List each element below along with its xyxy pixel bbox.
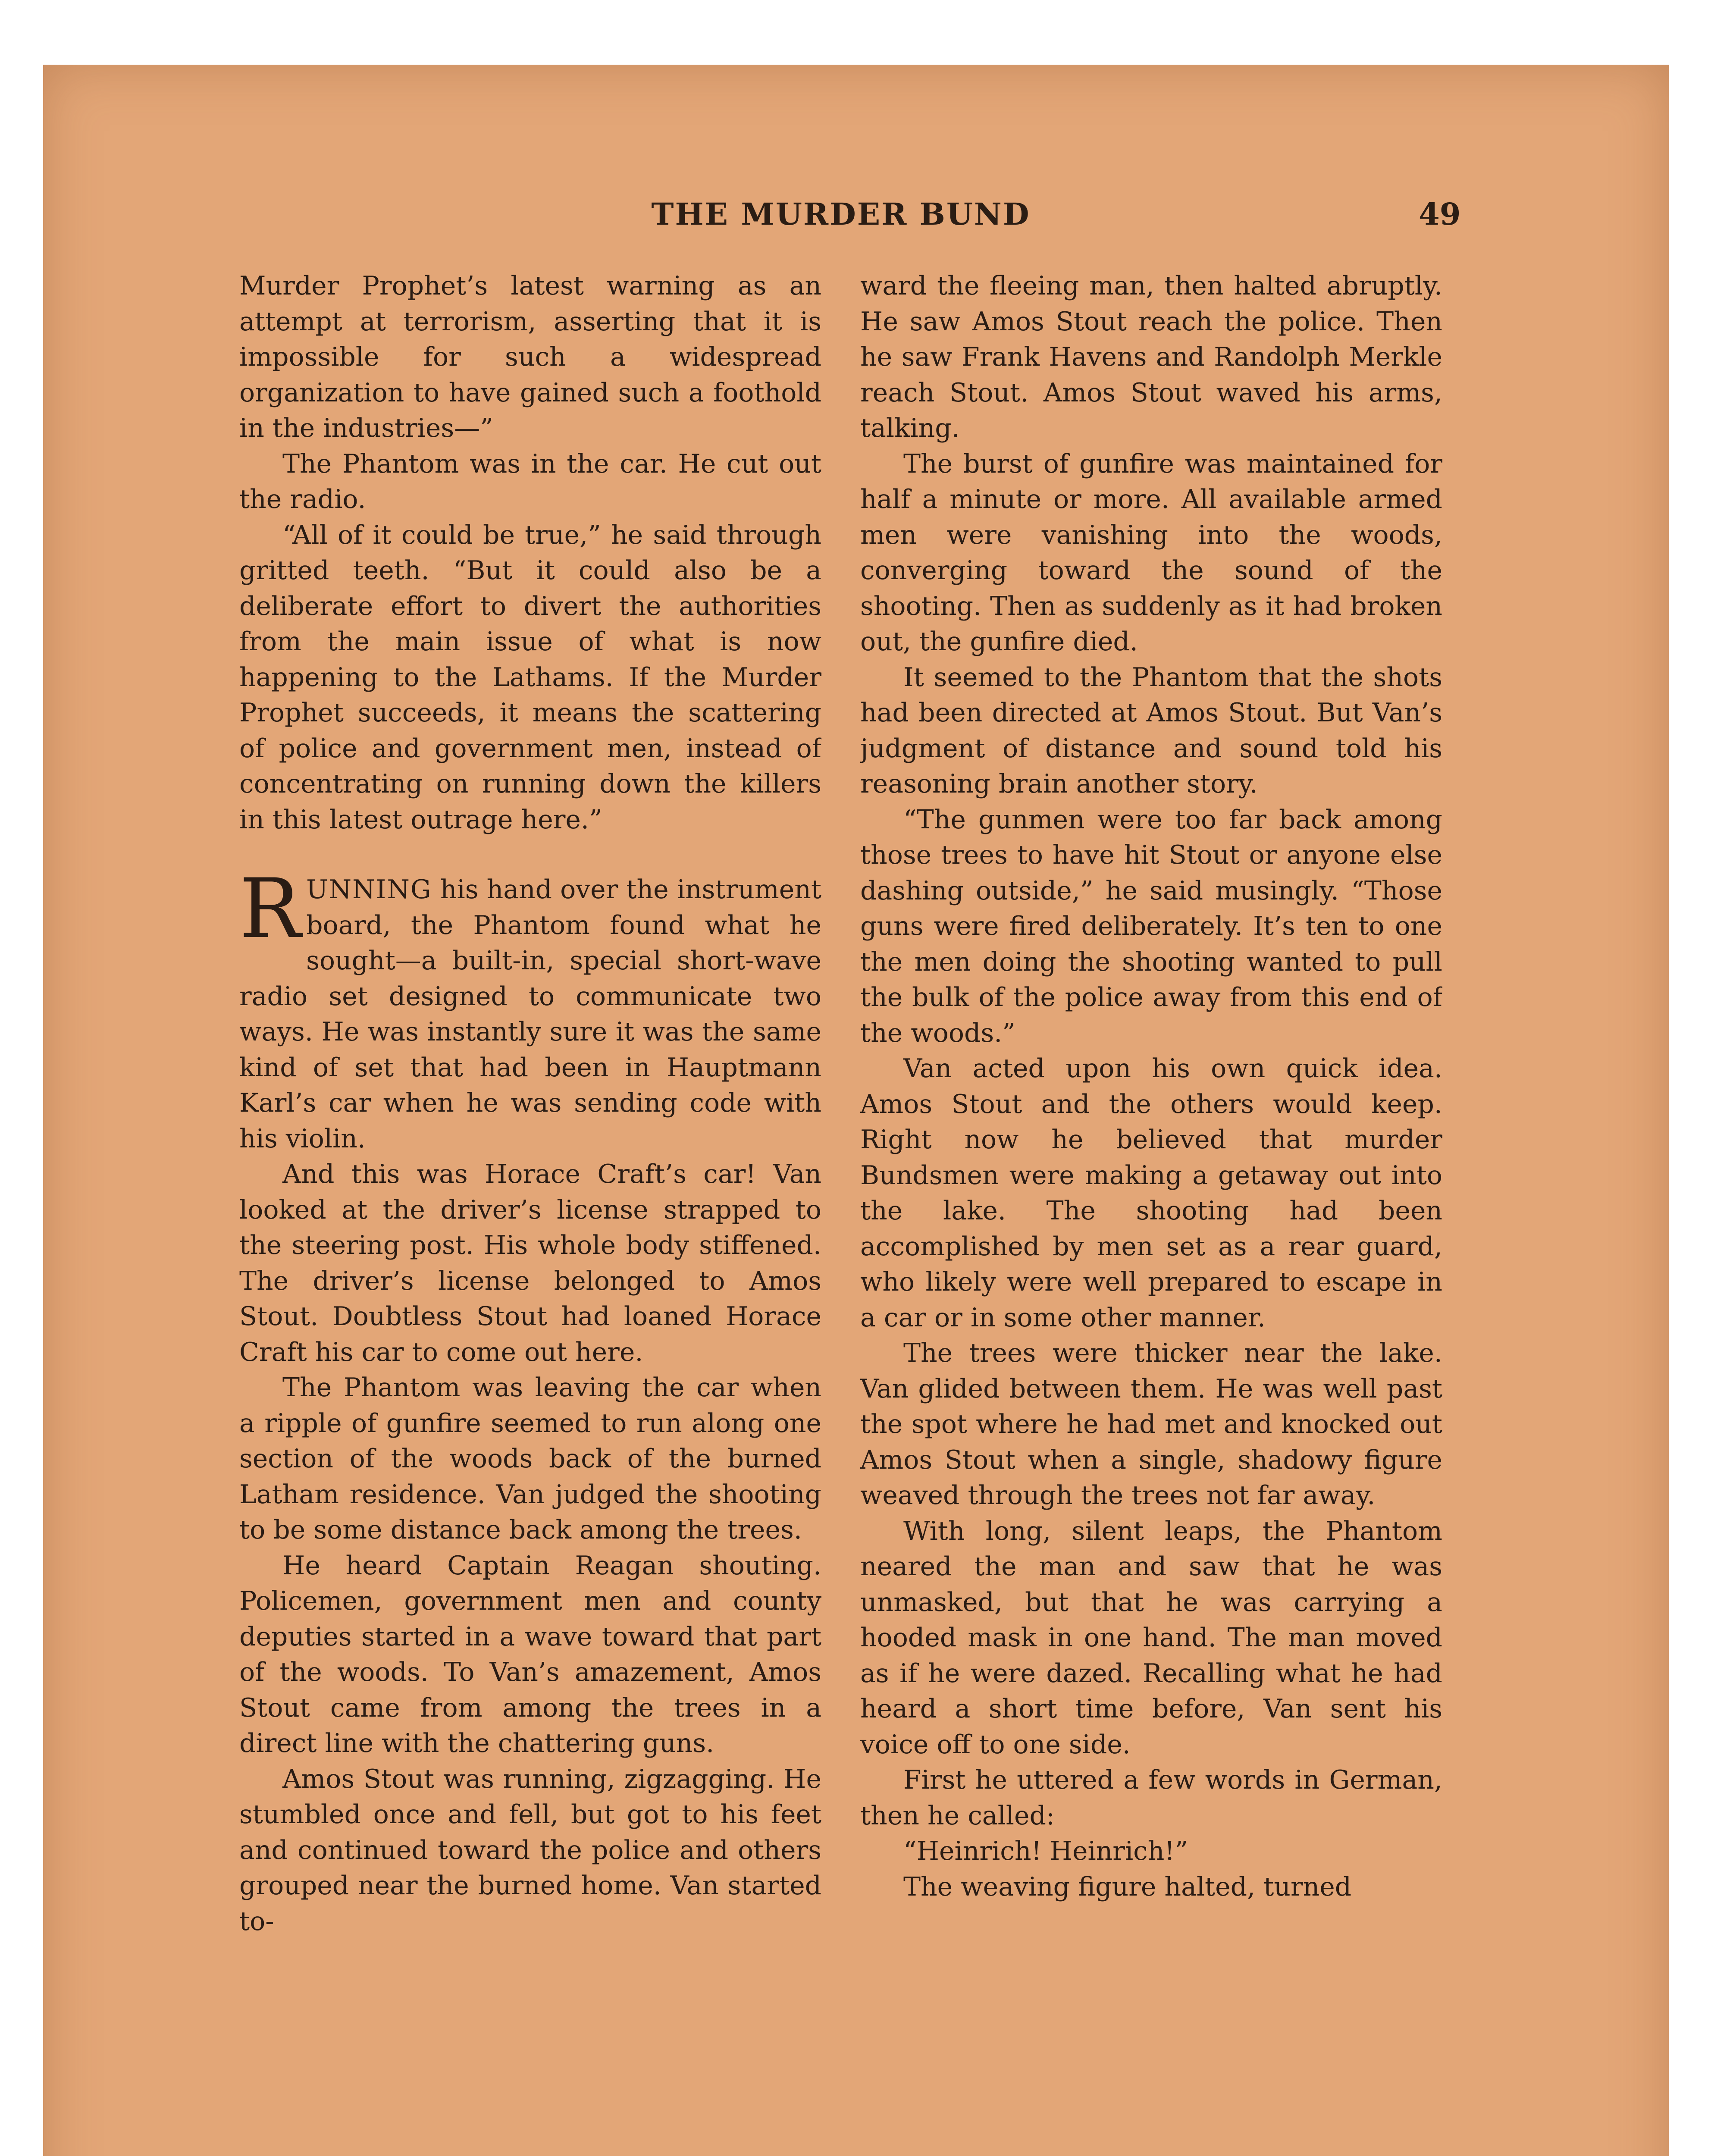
paragraph: The Phantom was in the car. He cut out the radio.: [239, 448, 821, 514]
section-opening-paragraph: [239, 861, 821, 1156]
right-column: [860, 268, 1442, 2156]
paragraph: First he uttered a few words in German, then he called:: [860, 1765, 1442, 1831]
running-header-title: THE MURDER BUND: [651, 196, 1031, 232]
paragraph: “Heinrich! Heinrich!”: [903, 1836, 1188, 1866]
paragraph: The Phantom was leaving the car when a ripple of gunfire seemed to run along one section of the woods back of the burned Latham residence. Van judged the shooting to be some distance back among the trees.: [239, 1373, 821, 1545]
paragraph: And this was Horace Craft’s car! Van looked at the driver’s license strapped to the steering post. His whole body stiffened. The driver’s license belonged to Amos Stout. Doubtless Stout had loaned Horace Craft his car to come out here.: [239, 1159, 821, 1367]
page-number: 49: [1419, 196, 1461, 232]
paragraph: Amos Stout was running, zigzagging. He stumbled once and fell, but got to his feet and continued toward the police and others grouped near the burned home. Van started to-: [239, 1764, 821, 1937]
paragraph: He heard Captain Reagan shouting. Policemen, government men and county deputies started in a wave toward that part of the woods. To Van’s amazement, Amos Stout came from among the trees in a direct line with the chattering guns.: [239, 1550, 821, 1758]
paragraph: Murder Prophet’s latest warning as an attempt at terrorism, asserting that it is impossible for such a widespread organization to have gained such a foothold in the industries—”: [239, 271, 821, 443]
drop-cap: R: [239, 861, 301, 956]
paragraph: It seemed to the Phantom that the shots had been directed at Amos Stout. But Van’s judgment of distance and sound told his reasoning brain another story.: [860, 662, 1442, 799]
paragraph: Van acted upon his own quick idea. Amos Stout and the others would keep. Right now he believed that murder Bundsmen were making a getaway out into the lake. The shooting had been accomplished by men set as a rear guard, who likely were well prepared to escape in a car or in some other manner.: [860, 1053, 1442, 1333]
paragraph: ward the fleeing man, then halted abruptly. He saw Amos Stout reach the police. Then he saw Frank Havens and Randolph Merkle reach Stout. Amos Stout waved his arms, talking.: [860, 271, 1442, 443]
paragraph: With long, silent leaps, the Phantom neared the man and saw that he was unmasked, but that he was carrying a hooded mask in one hand. The man moved as if he were dazed. Recalling what he had heard a short time before, Van sent his voice off to one side.: [860, 1516, 1442, 1760]
section-caps: UNNING: [306, 874, 432, 905]
paragraph: The trees were thicker near the lake. Van glided between them. He was well past the spot where he had met and knocked out Amos Stout when a single, shadowy figure weaved through the trees not far away.: [860, 1338, 1442, 1510]
left-column: [239, 268, 821, 2156]
paragraph: The burst of gunfire was maintained for half a minute or more. All available armed men were vanishing into the woods, converging toward the sound of the shooting. Then as suddenly as it had broken out, the gunfire died.: [860, 448, 1442, 657]
section-text: his hand over the instrument board, the Phantom found what he sought—a built-in, special short-wave radio set designed to communicate two ways. He was instantly sure it was the same kind of set that had been in Hauptmann Karl’s car when he was sending code with his violin.: [239, 874, 821, 1154]
paragraph: The weaving figure halted, turned: [903, 1871, 1352, 1902]
paragraph: “The gunmen were too far back among those trees to have hit Stout or anyone else dashing outside,” he said musingly. “Those guns were fired deliberately. It’s ten to one the men doing the shooting wanted to pull the bulk of the police away from this end of the woods.”: [860, 804, 1442, 1048]
paragraph: “All of it could be true,” he said through gritted teeth. “But it could also be a deliberate effort to divert the authorities from the main issue of what is now happening to the Lathams. If the Murder Prophet succeeds, it means the scattering of police and government men, instead of concentrating on running down the killers in this latest outrage here.”: [239, 520, 821, 835]
